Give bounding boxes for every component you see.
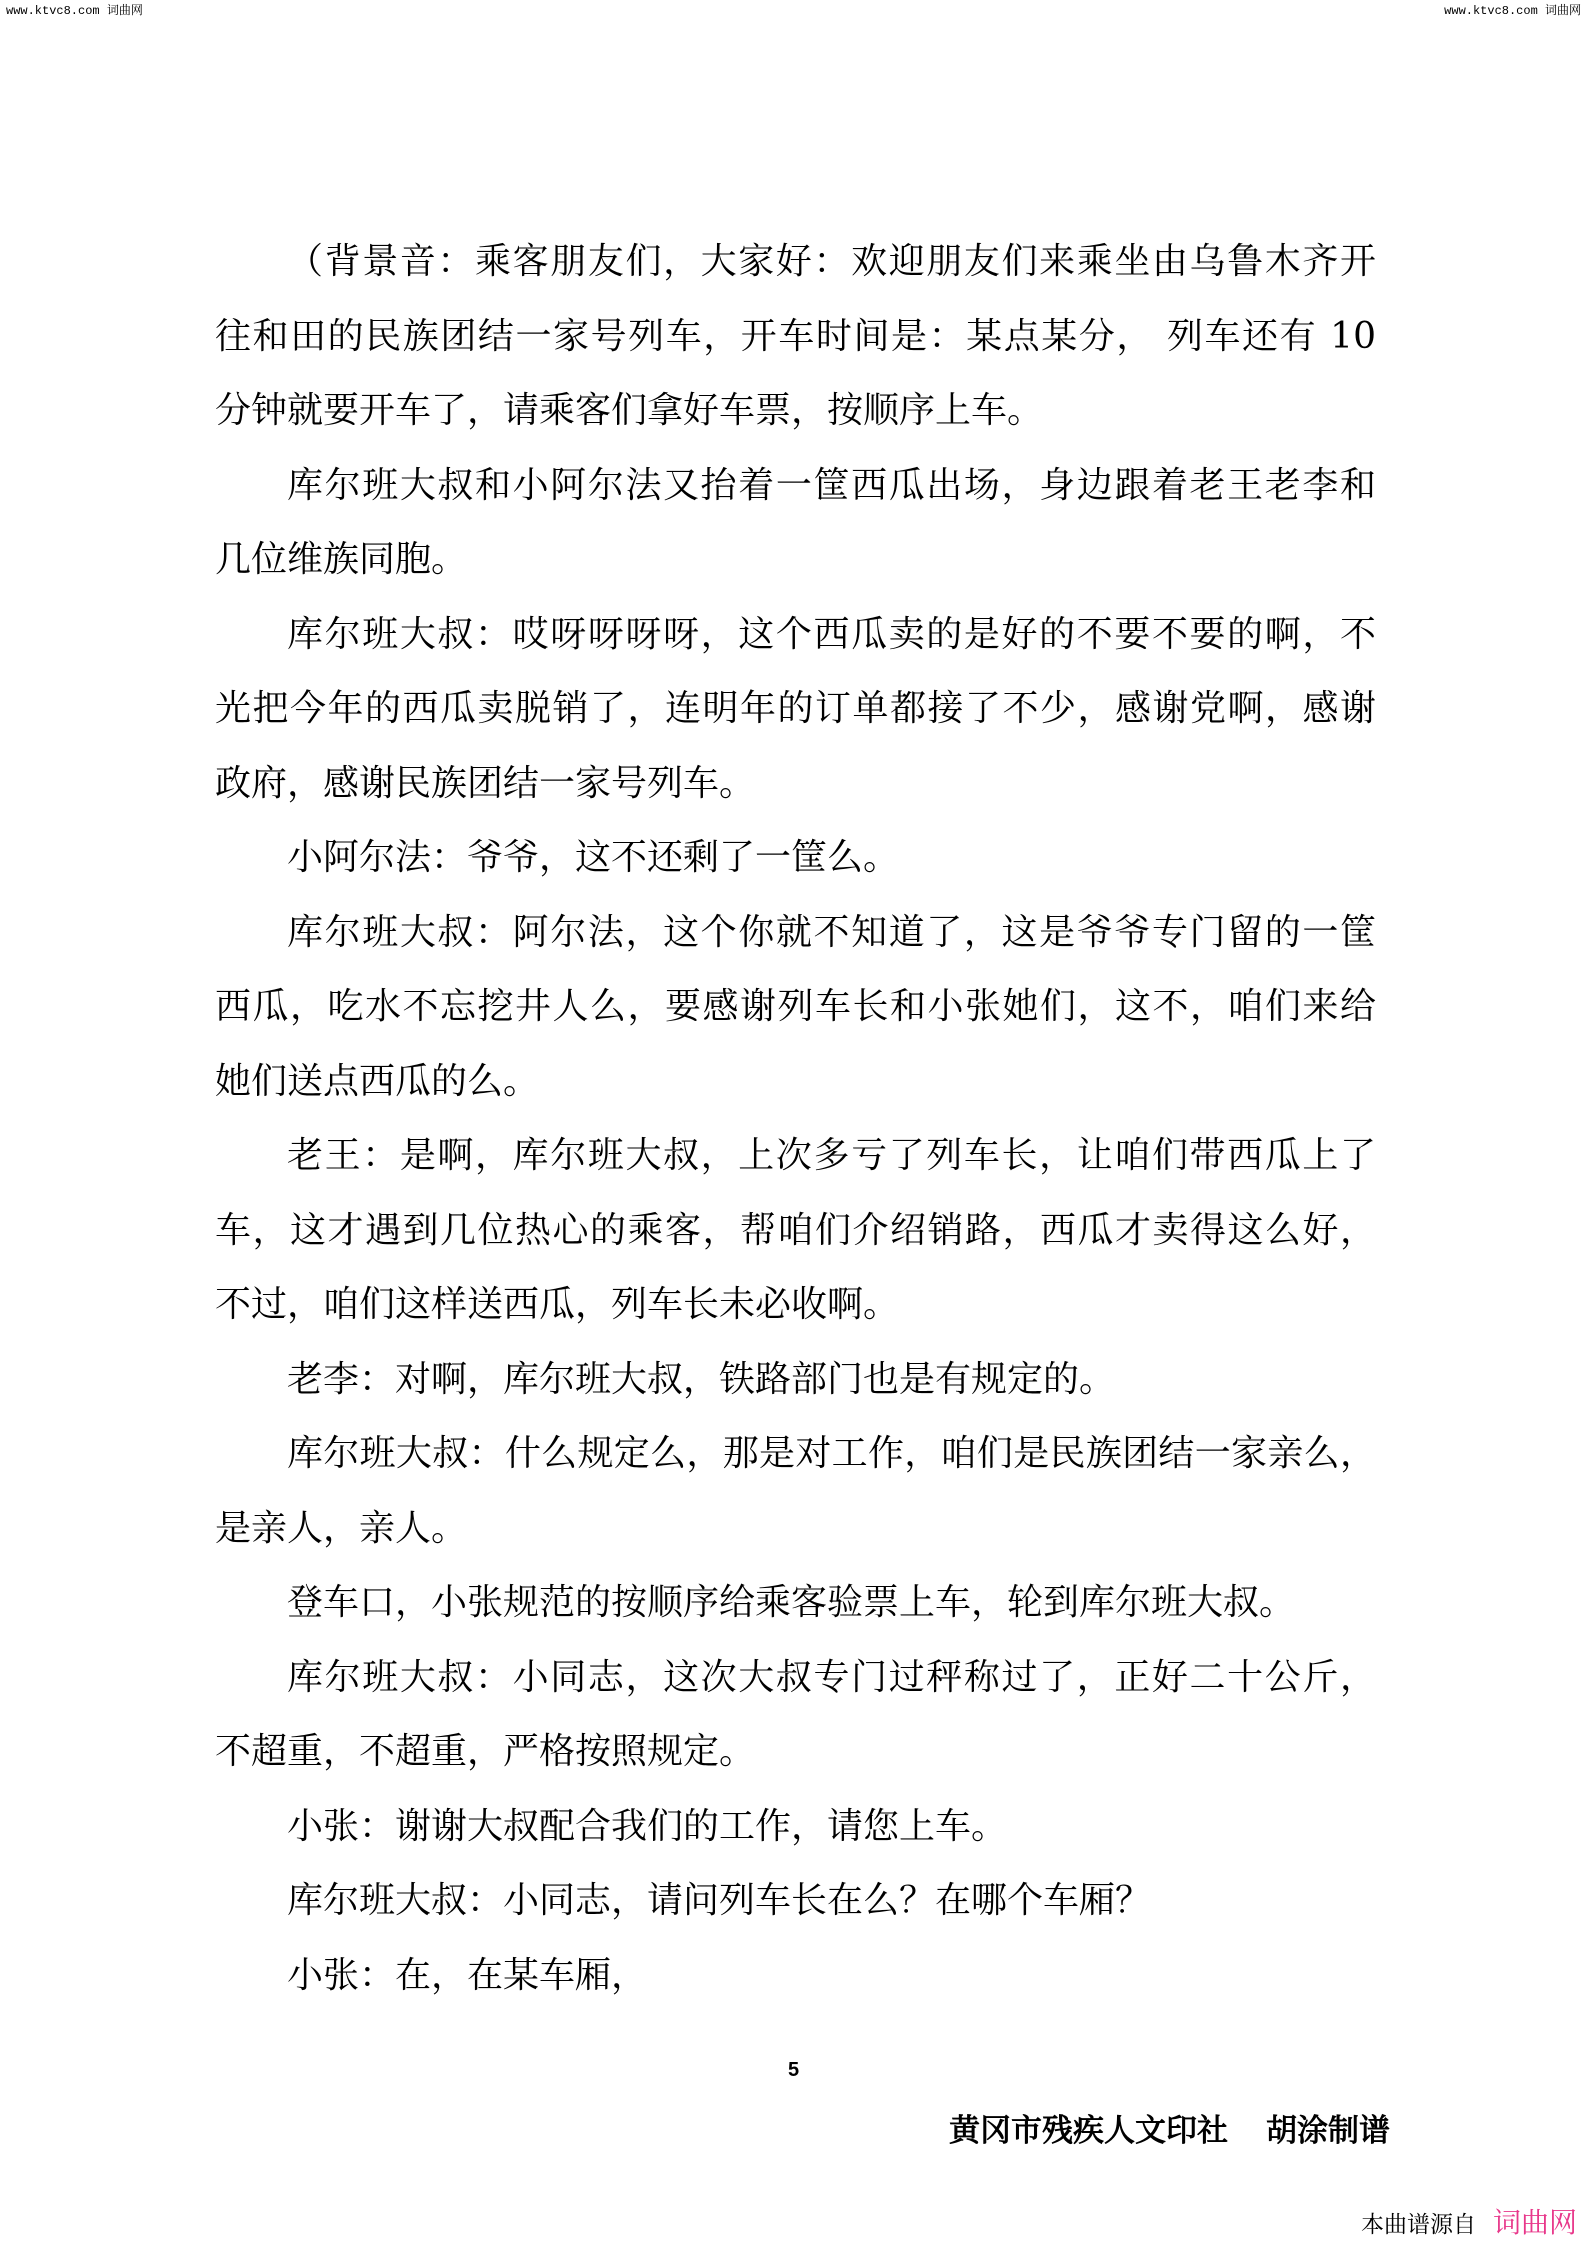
footer-signature	[949, 2112, 1390, 2150]
paragraph-12-line-1: 库尔班大叔：小同志，请问列车长在么？在哪个车厢？	[287, 1880, 1152, 1921]
paragraph-7	[215, 1343, 1376, 1418]
source-label: 本曲谱源自	[1360, 2212, 1476, 2238]
paragraph-2-line-1: 库尔班大叔和小阿尔法又抬着一筐西瓜出场，身边跟着老王老李和	[287, 464, 1376, 506]
paragraph-3-line-2: 光把今年的西瓜卖脱销了，连明年的订单都接了不少，感谢党啊，感谢	[215, 688, 1376, 729]
footer-author: 胡涂制谱	[1266, 2113, 1390, 2149]
paragraph-1-line-3: 分钟就要开车了，请乘客们拿好车票，按顺序上车。	[215, 390, 1044, 431]
paragraph-2	[215, 449, 1376, 598]
paragraph-5	[215, 896, 1376, 1120]
paragraph-8	[215, 1417, 1376, 1566]
paragraph-1	[215, 225, 1376, 449]
source-site-logo: 词曲网	[1492, 2206, 1577, 2239]
paragraph-11	[215, 1790, 1376, 1865]
paragraph-10	[215, 1641, 1376, 1790]
paragraph-5-line-2: 西瓜，吃水不忘挖井人么，要感谢列车长和小张她们，这不，咱们来给	[215, 986, 1376, 1027]
paragraph-8-line-1: 库尔班大叔：什么规定么，那是对工作，咱们是民族团结一家亲么，	[287, 1433, 1376, 1474]
paragraph-2-line-2: 几位维族同胞。	[215, 539, 468, 580]
paragraph-3-line-3: 政府，感谢民族团结一家号列车。	[215, 762, 756, 804]
paragraph-11-line-1: 小张：谢谢大叔配合我们的工作，请您上车。	[287, 1805, 1008, 1847]
paragraph-6-line-3: 不过，咱们这样送西瓜，列车长未必收啊。	[215, 1284, 900, 1325]
watermark-top-left: www.ktvc8.com 词曲网	[6, 4, 143, 18]
source-credit	[1361, 2206, 1577, 2244]
paragraph-3-line-1: 库尔班大叔：哎呀呀呀呀，这个西瓜卖的是好的不要不要的啊，不	[287, 613, 1376, 655]
paragraph-13-line-1: 小张：在，在某车厢，	[287, 1954, 648, 1996]
watermark-top-right: www.ktvc8.com 词曲网	[1444, 4, 1581, 18]
paragraph-1-line-1: （背景音：乘客朋友们，大家好：欢迎朋友们来乘坐由乌鲁木齐开	[287, 241, 1376, 282]
paragraph-4-line-1: 小阿尔法：爷爷，这不还剩了一筐么。	[287, 837, 900, 878]
paragraph-6-line-2: 车，这才遇到几位热心的乘客，帮咱们介绍销路，西瓜才卖得这么好，	[215, 1209, 1376, 1251]
paragraph-1-line-2: 往和田的民族团结一家号列车，开车时间是：某点某分， 列车还有 10	[215, 315, 1376, 357]
paragraph-9-line-1: 登车口，小张规范的按顺序给乘客验票上车，轮到库尔班大叔。	[287, 1582, 1296, 1623]
paragraph-9	[215, 1566, 1376, 1641]
paragraph-10-line-1: 库尔班大叔：小同志，这次大叔专门过秤称过了，正好二十公斤，	[287, 1656, 1376, 1698]
paragraph-8-line-2: 是亲人，亲人。	[215, 1507, 468, 1549]
paragraph-10-line-2: 不超重，不超重，严格按照规定。	[215, 1731, 756, 1772]
paragraph-12	[215, 1864, 1376, 1939]
page-number: 5	[787, 2059, 800, 2081]
paragraph-3	[215, 598, 1376, 822]
paragraph-13	[215, 1939, 1376, 2014]
paragraph-5-line-3: 她们送点西瓜的么。	[215, 1060, 540, 1102]
paragraph-5-line-1: 库尔班大叔：阿尔法，这个你就不知道了，这是爷爷专门留的一筐	[287, 911, 1376, 953]
paragraph-6	[215, 1119, 1376, 1343]
paragraph-7-line-1: 老李：对啊，库尔班大叔，铁路部门也是有规定的。	[287, 1358, 1116, 1400]
document-body	[215, 225, 1376, 2013]
paragraph-6-line-1: 老王：是啊，库尔班大叔，上次多亏了列车长，让咱们带西瓜上了	[287, 1135, 1376, 1176]
footer-organization: 黄冈市残疾人文印社	[949, 2113, 1228, 2149]
paragraph-4	[215, 821, 1376, 896]
